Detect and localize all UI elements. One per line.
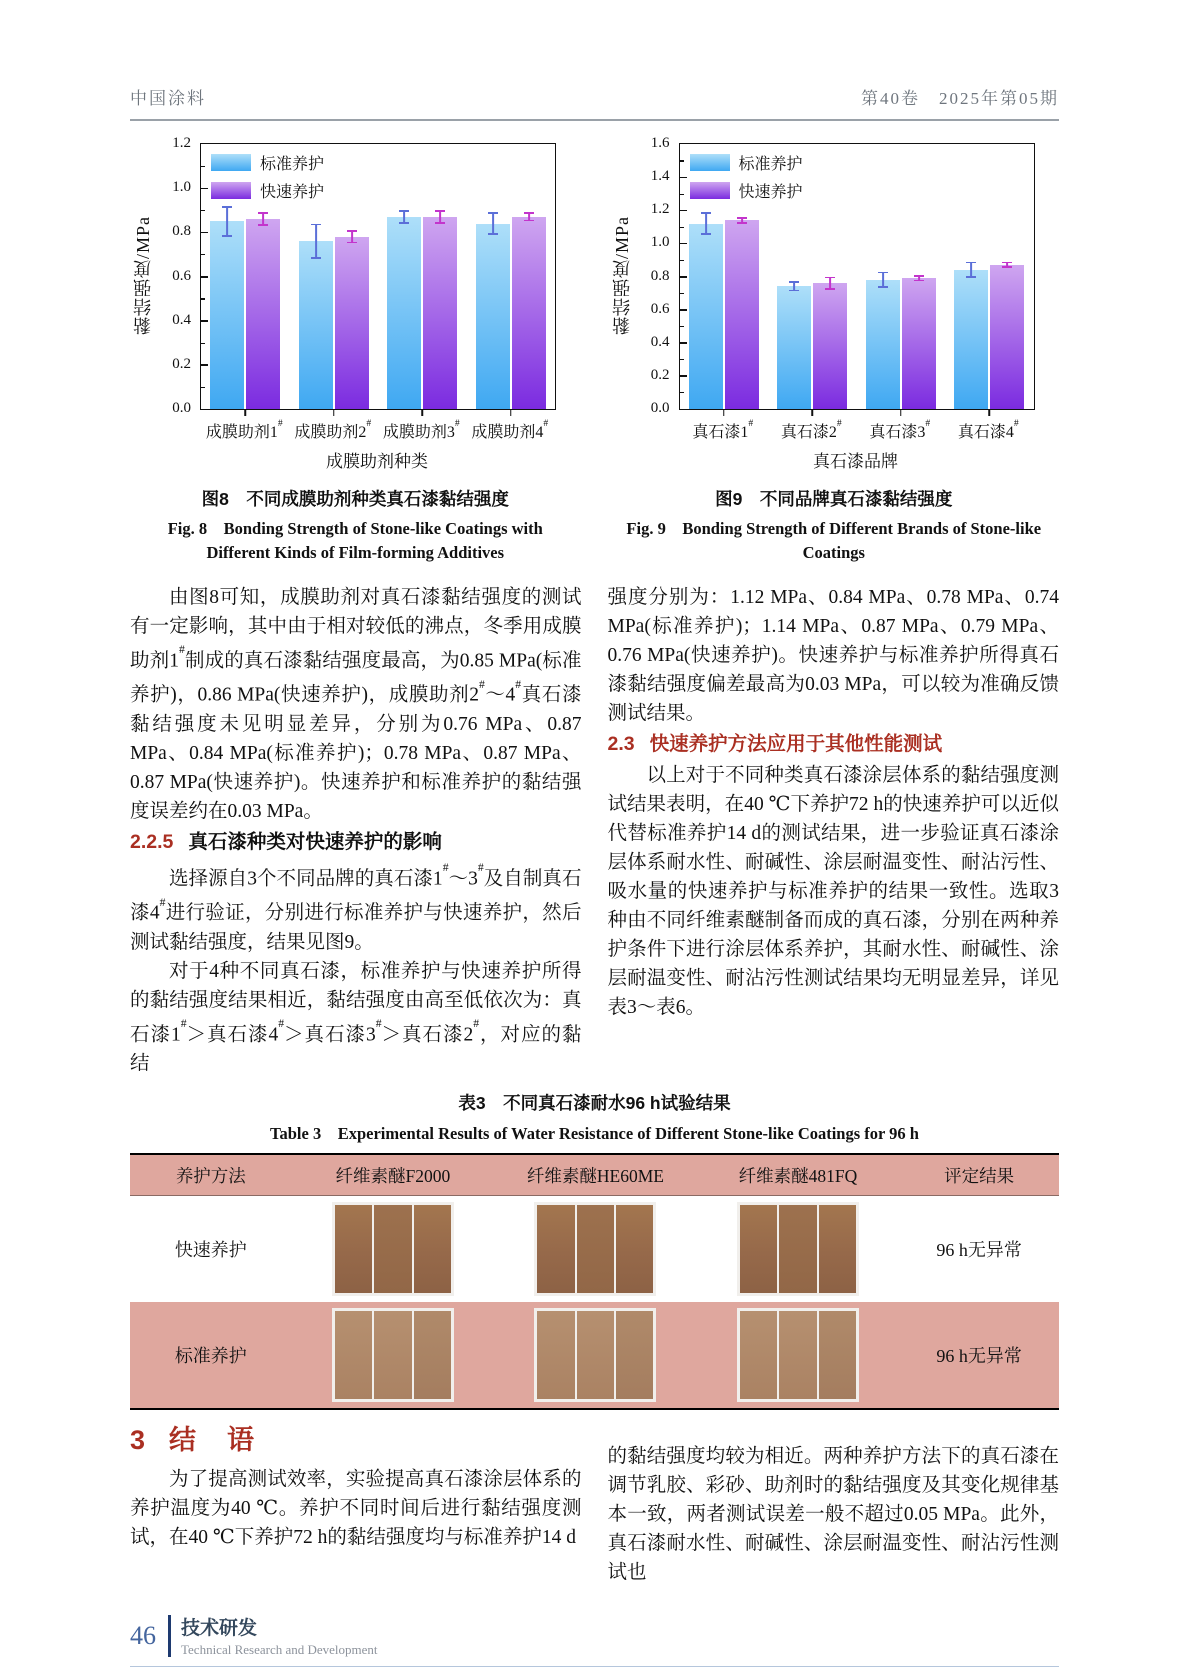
y-tick-label: 1.0 bbox=[650, 234, 670, 251]
error-bar bbox=[222, 206, 232, 237]
figure-8-chart bbox=[130, 135, 581, 565]
error-bar bbox=[435, 210, 445, 223]
journal-title: 中国涂料 bbox=[130, 89, 206, 108]
x-axis-label: 真石漆品牌 bbox=[813, 452, 898, 471]
photo-cell bbox=[697, 1302, 900, 1409]
legend-item bbox=[690, 151, 803, 174]
x-tick-label: 成膜助剂3# bbox=[382, 417, 460, 441]
bar bbox=[210, 221, 244, 409]
x-tick-label: 成膜助剂4# bbox=[471, 417, 549, 441]
x-axis-label: 成膜助剂种类 bbox=[326, 452, 428, 471]
bar bbox=[387, 217, 421, 409]
paragraph: 以上对于不同种类真石漆涂层体系的黏结强度测试结果表明，在40 ℃下养护72 h的快速养护可以近似代替标准养护14 d的测试结果，进一步验证真石漆涂层体系耐水性、耐碱性、涂层耐温变性、耐沾污性、吸水量的快速养护与标准养护的结果一致性。选取3种由不同纤维素醚制备而成的真石漆，分别在两种养护条件下进行涂层体系养护，其耐水性、耐碱性、涂层耐温变性、耐沾污性测试结果均无明显差异，详见表3～表6。 bbox=[607, 764, 1059, 1018]
error-bar bbox=[878, 272, 888, 289]
x-tick-label: 真石漆2# bbox=[780, 417, 842, 441]
legend-label: 快速养护 bbox=[260, 184, 325, 201]
legend-item bbox=[211, 179, 324, 202]
y-axis-ticks bbox=[635, 135, 679, 416]
method-cell: 快速养护 bbox=[174, 1240, 247, 1261]
bar bbox=[954, 270, 988, 409]
legend-swatch bbox=[211, 154, 251, 171]
x-tick-label: 成膜助剂1# bbox=[205, 417, 283, 441]
bar-group bbox=[768, 283, 857, 409]
method-cell: 标准养护 bbox=[130, 1302, 292, 1409]
page-footer bbox=[130, 1613, 1059, 1658]
table-row bbox=[130, 1302, 1059, 1409]
bar bbox=[866, 280, 900, 409]
bar bbox=[335, 237, 369, 409]
error-bar bbox=[789, 281, 799, 291]
right-column bbox=[608, 583, 1060, 1079]
header-cell: 评定结果 bbox=[899, 1154, 1059, 1196]
photo-cell bbox=[697, 1196, 900, 1303]
bar-group bbox=[945, 265, 1034, 409]
x-tick-label: 成膜助剂2# bbox=[294, 417, 372, 441]
error-bar bbox=[914, 275, 924, 282]
sample-photo bbox=[534, 1202, 656, 1296]
error-bar bbox=[488, 212, 498, 234]
plot-area bbox=[200, 143, 556, 410]
header-cell: 养护方法 bbox=[130, 1154, 292, 1196]
y-axis-ticks bbox=[156, 135, 200, 416]
bar-group bbox=[290, 237, 379, 409]
y-tick-label: 0.0 bbox=[172, 400, 191, 416]
result-cell: 96 h无异常 bbox=[936, 1240, 1022, 1261]
sample-photo bbox=[332, 1202, 454, 1296]
figure-caption-en: Fig. 9 Bonding Strength of Different Brands of Stone-like Coatings bbox=[626, 519, 1042, 562]
header-cell: 纤维素醚HE60ME bbox=[494, 1154, 697, 1196]
x-axis-ticks bbox=[200, 419, 554, 442]
right-column bbox=[608, 1426, 1060, 1587]
bar bbox=[902, 278, 936, 409]
page-header bbox=[130, 0, 1059, 121]
figure-caption-cn: 图9 不同品牌真石漆黏结强度 bbox=[715, 489, 953, 509]
legend-swatch bbox=[690, 154, 730, 171]
footer-divider bbox=[168, 1615, 171, 1657]
y-tick-label: 0.2 bbox=[650, 366, 670, 383]
left-column bbox=[130, 583, 582, 1079]
sample-photo bbox=[737, 1308, 859, 1402]
bar-group bbox=[201, 219, 290, 409]
section-heading-3 bbox=[130, 1426, 582, 1455]
conclusion-columns bbox=[130, 1426, 1059, 1587]
section-title: 结 语 bbox=[169, 1425, 257, 1456]
y-tick-label: 0.2 bbox=[172, 355, 191, 372]
bar-group bbox=[467, 217, 556, 409]
body-columns bbox=[130, 583, 1059, 1079]
y-tick-label: 1.0 bbox=[172, 179, 191, 196]
bar bbox=[476, 224, 510, 410]
figures-row bbox=[130, 135, 1059, 565]
bar bbox=[246, 219, 280, 409]
figure-caption-cn: 图8 不同成膜助剂种类真石漆黏结强度 bbox=[201, 489, 509, 509]
plot-area bbox=[679, 143, 1035, 410]
paragraph: 选择源自3个不同品牌的真石漆1#～3#及自制真石漆4#进行验证，分别进行标准养护与快速养护，然后测试黏结强度，结果见图9。 bbox=[130, 861, 582, 953]
legend-item bbox=[211, 151, 324, 174]
y-tick-label: 0.4 bbox=[172, 311, 191, 328]
header-cell: 纤维素醚481FQ bbox=[697, 1154, 900, 1196]
footer-column-cn: 技术研发 bbox=[181, 1618, 258, 1640]
figure-caption-en: Fig. 8 Bonding Strength of Stone-like Coatings with Different Kinds of Film-forming Additives bbox=[167, 519, 543, 562]
photo-cell bbox=[292, 1302, 495, 1409]
y-axis-label: 黏结强度/MPa bbox=[133, 216, 153, 336]
photo-cell bbox=[494, 1302, 697, 1409]
sample-photo bbox=[534, 1308, 656, 1402]
legend-swatch bbox=[690, 182, 730, 199]
y-tick-label: 0.4 bbox=[650, 333, 670, 350]
x-tick-label: 真石漆4# bbox=[957, 417, 1019, 441]
photo-cell bbox=[292, 1196, 495, 1303]
table-header-row bbox=[130, 1154, 1059, 1196]
footer-column-block bbox=[181, 1613, 378, 1658]
issue-info: 第40卷 2025年第05期 bbox=[861, 89, 1059, 108]
error-bar bbox=[399, 210, 409, 223]
error-bar bbox=[258, 212, 268, 225]
y-tick-label: 1.4 bbox=[650, 168, 670, 185]
results-table bbox=[130, 1153, 1059, 1410]
bar-group bbox=[857, 278, 946, 409]
error-bar bbox=[701, 212, 711, 235]
section-number: 2.3 bbox=[607, 732, 635, 755]
bar bbox=[689, 224, 723, 410]
legend-swatch bbox=[211, 182, 251, 199]
sample-photo bbox=[332, 1308, 454, 1402]
bar bbox=[725, 220, 759, 409]
bar bbox=[990, 265, 1024, 409]
legend-label: 标准养护 bbox=[738, 156, 803, 173]
photo-cell bbox=[494, 1196, 697, 1303]
paragraph: 的黏结强度均较为相近。两种养护方法下的真石漆在调节乳胶、彩砂、助剂时的黏结强度及其变化规律基本一致，两者测试误差一般不超过0.05 MPa。此外，真石漆耐水性、耐碱性、涂层耐温变性、耐沾污性测试也 bbox=[607, 1446, 1059, 1584]
y-tick-label: 0.8 bbox=[650, 267, 670, 284]
section-number: 2.2.5 bbox=[130, 830, 174, 853]
section-title: 真石漆种类对快速养护的影响 bbox=[188, 830, 442, 853]
paragraph: 由图8可知，成膜助剂对真石漆黏结强度的测试有一定影响，其中由于相对较低的沸点，冬季用成膜助剂1#制成的真石漆黏结强度最高，为0.85 MPa(标准养护)，0.86 MPa(快速养护)，成膜助剂2#～4#真石漆黏结强度未见明显差异，分别为0.76 MPa、0.87 MPa、0.84 MPa(标准养护)；0.78 MPa、0.87 MPa、0.87 MPa(快速养护)。快速养护和标准养护的黏结强度误差约在0.03 MPa。 bbox=[130, 586, 582, 822]
y-tick-label: 1.2 bbox=[172, 135, 191, 151]
table-3-block bbox=[130, 1090, 1059, 1410]
legend-item bbox=[690, 179, 803, 202]
chart-area bbox=[130, 135, 581, 416]
section-heading-2-3 bbox=[608, 729, 1060, 760]
result-cell: 96 h无异常 bbox=[899, 1302, 1059, 1409]
chart-legend bbox=[690, 151, 803, 202]
paragraph: 强度分别为：1.12 MPa、0.84 MPa、0.78 MPa、0.74 MPa(标准养护)；1.14 MPa、0.87 MPa、0.79 MPa、0.76 MPa(快速养护)。快速养护与标准养护所得真石漆黏结强度偏差最高为0.03 MPa，可以较为准确反馈测试结果。 bbox=[607, 586, 1059, 724]
chart-area bbox=[609, 135, 1060, 416]
table-title-en: Table 3 Experimental Results of Water Resistance of Different Stone-like Coatings for 96 h bbox=[270, 1124, 919, 1144]
bar bbox=[299, 241, 333, 409]
figure-9-chart bbox=[609, 135, 1060, 565]
section-number: 3 bbox=[130, 1425, 148, 1456]
section-heading-2-2-5 bbox=[130, 827, 582, 858]
error-bar bbox=[1002, 262, 1012, 269]
error-bar bbox=[966, 262, 976, 279]
y-tick-label: 1.2 bbox=[650, 201, 670, 218]
error-bar bbox=[311, 224, 321, 259]
error-bar bbox=[825, 277, 835, 290]
header-cell: 纤维素醚F2000 bbox=[292, 1154, 495, 1196]
legend-label: 快速养护 bbox=[738, 184, 803, 201]
page-number: 46 bbox=[130, 1620, 156, 1650]
table-title-cn: 表3 不同真石漆耐水96 h试验结果 bbox=[458, 1093, 731, 1114]
bar bbox=[423, 217, 457, 409]
x-tick-label: 真石漆3# bbox=[869, 417, 931, 441]
y-axis-label: 黏结强度/MPa bbox=[611, 216, 632, 336]
y-tick-label: 1.6 bbox=[650, 135, 670, 151]
paragraph: 为了提高测试效率，实验提高真石漆涂层体系的养护温度为40 ℃。养护不同时间后进行黏结强度测试，在40 ℃下养护72 h的黏结强度均与标准养护14 d bbox=[130, 1469, 582, 1549]
bar-group bbox=[680, 220, 769, 409]
y-tick-label: 0.8 bbox=[172, 223, 191, 240]
footer-column-en: Technical Research and Development bbox=[181, 1642, 378, 1658]
y-tick-label: 0.6 bbox=[172, 267, 191, 284]
bar bbox=[512, 217, 546, 409]
bar-group bbox=[378, 217, 467, 409]
error-bar bbox=[524, 212, 534, 221]
paragraph: 对于4种不同真石漆，标准养护与快速养护所得的黏结强度结果相近，黏结强度由高至低依次为：真石漆1#＞真石漆4#＞真石漆3#＞真石漆2#，对应的黏结 bbox=[130, 960, 582, 1075]
sample-photo bbox=[737, 1202, 859, 1296]
y-tick-label: 0.0 bbox=[650, 400, 670, 416]
bar bbox=[777, 286, 811, 409]
bar bbox=[813, 283, 847, 409]
error-bar bbox=[737, 217, 747, 224]
section-title: 快速养护方法应用于其他性能测试 bbox=[649, 732, 943, 755]
x-axis-ticks bbox=[679, 419, 1033, 442]
y-tick-label: 0.6 bbox=[650, 300, 670, 317]
error-bar bbox=[347, 230, 357, 243]
legend-label: 标准养护 bbox=[260, 156, 325, 173]
x-tick-label: 真石漆1# bbox=[692, 417, 754, 441]
left-column bbox=[130, 1426, 582, 1587]
table-row bbox=[130, 1196, 1059, 1303]
chart-legend bbox=[211, 151, 324, 202]
